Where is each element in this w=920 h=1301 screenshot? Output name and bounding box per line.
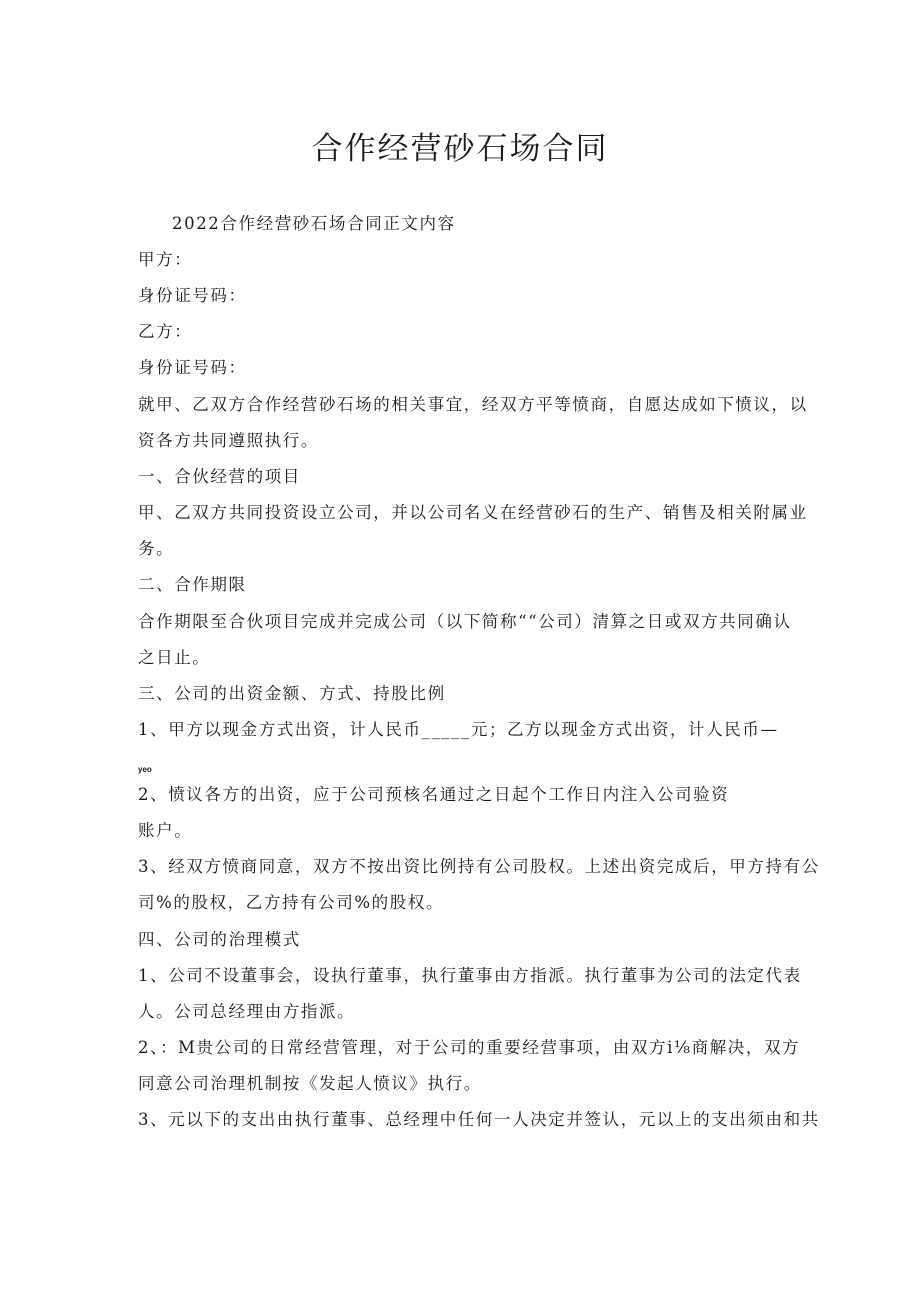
- party-b-label: 乙方：: [138, 322, 193, 341]
- preamble-line-2: 资各方共同遵照执行。: [138, 431, 319, 450]
- section-4-item-1-line-1: 1、公司不设董事会，设执行董事，执行董事由方指派。执行董事为公司的法定代表: [138, 966, 802, 985]
- document-title: 合作经营砂石场合同: [311, 131, 609, 167]
- party-b-id-label: 身份证号码：: [138, 358, 247, 377]
- party-a-label: 甲方：: [138, 250, 193, 269]
- section-2-text-2: 之日止。: [138, 648, 211, 667]
- party-a-id-label: 身份证号码：: [138, 286, 247, 305]
- section-3-item-2-line-2: 账户。: [138, 821, 193, 840]
- section-3-item-1-fragment: yeo: [138, 765, 152, 774]
- section-4-item-2-line-2: 同意公司治理机制按《发起人愤议》执行。: [138, 1074, 482, 1093]
- section-4-item-2-line-1: 2、：M贵公司的日常经营管理，对于公司的重要经营事项，由双方i⅛商解决，双方: [138, 1038, 801, 1057]
- section-3-item-1: 1、甲方以现金方式出资，计人民币_____元；乙方以现金方式出资，计人民币—: [138, 720, 779, 739]
- section-1-text-1: 甲、乙双方共同投资设立公司，并以公司名义在经营砂石的生产、销售及相关附属业: [138, 503, 808, 522]
- preamble-line-1: 就甲、乙双方合作经营砂石场的相关事宜，经双方平等愤商，自愿达成如下愤议，以: [138, 395, 808, 414]
- section-2-text-1: 合作期限至合伙项目完成并完成公司（以下简称““公司）清算之日或双方共同确认: [138, 612, 792, 631]
- section-4-item-3-line-1: 3、元以下的支出由执行董事、总经理中任何一人决定并签认，元以上的支出须由和共: [138, 1110, 820, 1129]
- section-1-heading: 一、合伙经营的项目: [138, 467, 301, 486]
- section-4-item-1-line-2: 人。公司总经理由方指派。: [138, 1002, 356, 1021]
- section-3-heading: 三、公司的出资金额、方式、持股比例: [138, 684, 446, 703]
- section-2-heading: 二、合作期限: [138, 575, 247, 594]
- subtitle-line: 2022合作经营砂石场合同正文内容: [172, 214, 456, 233]
- section-4-heading: 四、公司的治理模式: [138, 930, 301, 949]
- section-3-item-3-line-2: 司%的股权，乙方持有公司%的股权。: [138, 893, 445, 912]
- section-3-item-3-line-1: 3、经双方愤商同意，双方不按出资比例持有公司股权。上述出资完成后，甲方持有公: [138, 857, 820, 876]
- section-3-item-2-line-1: 2、愤议各方的出资，应于公司预核名通过之日起个工作日内注入公司验资: [138, 785, 730, 804]
- section-1-text-2: 务。: [138, 539, 175, 558]
